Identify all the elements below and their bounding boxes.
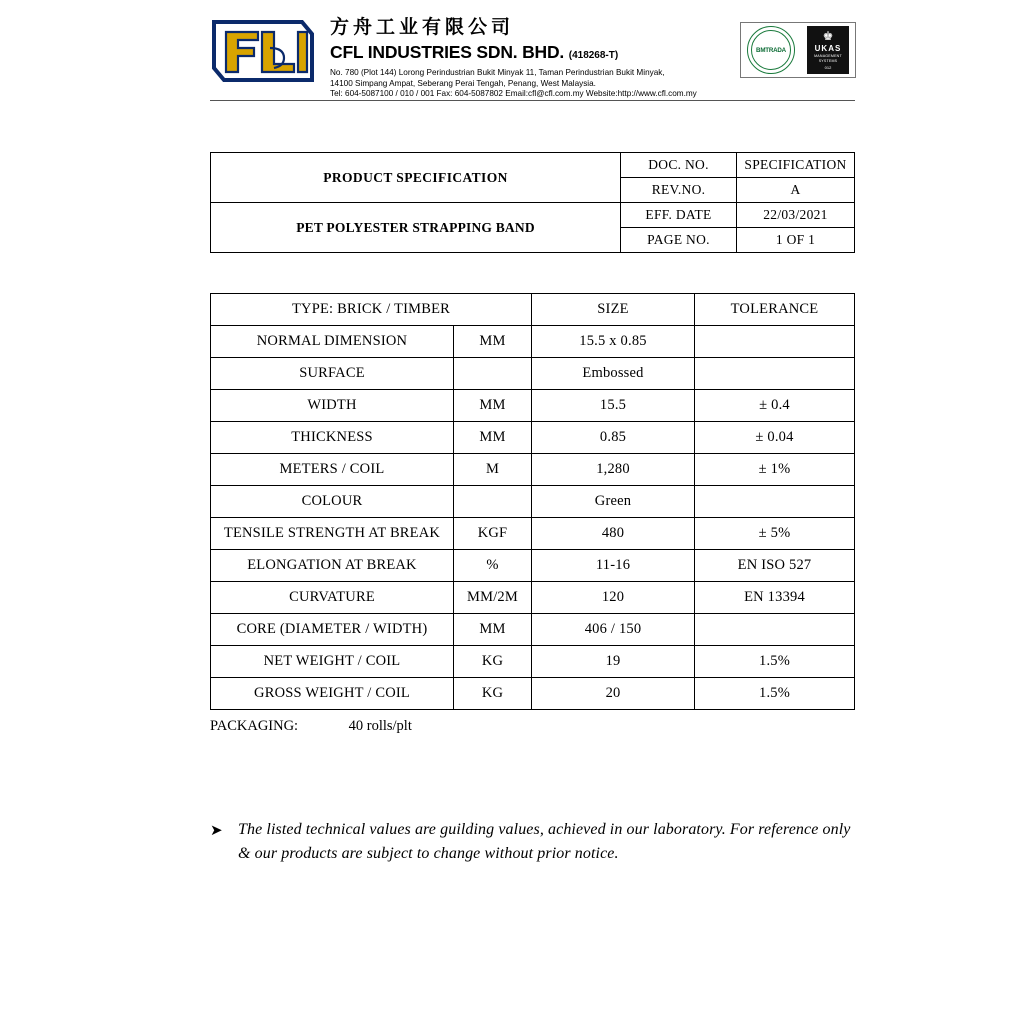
row-size: 15.5 <box>532 390 695 422</box>
row-tolerance <box>695 614 855 646</box>
specification-table <box>210 293 855 710</box>
row-property: CORE (DIAMETER / WIDTH) <box>211 614 454 646</box>
row-unit: MM <box>454 326 532 358</box>
packaging-info <box>210 718 854 735</box>
table-row <box>211 422 855 454</box>
page-subtitle: PET POLYESTER STRAPPING BAND <box>211 203 621 253</box>
row-size: 120 <box>532 582 695 614</box>
row-unit: MM/2M <box>454 582 532 614</box>
column-header-type: TYPE: BRICK / TIMBER <box>211 294 532 326</box>
row-size: 20 <box>532 678 695 710</box>
row-unit: KG <box>454 646 532 678</box>
row-size: 11-16 <box>532 550 695 582</box>
header-divider <box>210 100 855 101</box>
column-header-size: SIZE <box>532 294 695 326</box>
row-size: 0.85 <box>532 422 695 454</box>
row-property: SURFACE <box>211 358 454 390</box>
row-tolerance <box>695 326 855 358</box>
row-size: Embossed <box>532 358 695 390</box>
row-tolerance: ± 5% <box>695 518 855 550</box>
ukas-number: 012 <box>824 64 832 70</box>
table-row <box>211 153 855 178</box>
arrow-bullet-icon: ➤ <box>210 821 223 839</box>
page-title: PRODUCT SPECIFICATION <box>211 153 621 203</box>
table-row <box>211 358 855 390</box>
table-row <box>211 390 855 422</box>
row-unit: M <box>454 454 532 486</box>
row-property: WIDTH <box>211 390 454 422</box>
row-property: TENSILE STRENGTH AT BREAK <box>211 518 454 550</box>
bmtrada-label: BMTRADA <box>756 46 786 54</box>
row-property: METERS / COIL <box>211 454 454 486</box>
disclaimer-note <box>210 818 858 866</box>
company-logo <box>210 18 316 84</box>
row-tolerance: 1.5% <box>695 678 855 710</box>
row-tolerance <box>695 358 855 390</box>
doc-no-label: DOC. NO. <box>621 153 737 178</box>
table-header-row <box>211 294 855 326</box>
company-name-text: CFL INDUSTRIES SDN. BHD. <box>330 42 565 62</box>
row-property: NET WEIGHT / COIL <box>211 646 454 678</box>
company-name-chinese: 方舟工业有限公司 <box>330 16 515 38</box>
company-info <box>330 14 730 100</box>
row-property: GROSS WEIGHT / COIL <box>211 678 454 710</box>
row-size: Green <box>532 486 695 518</box>
table-row <box>211 326 855 358</box>
eff-date-value: 22/03/2021 <box>737 203 855 228</box>
packaging-label: PACKAGING: <box>210 718 299 734</box>
document-header <box>210 14 855 98</box>
row-tolerance: ± 0.04 <box>695 422 855 454</box>
row-unit <box>454 486 532 518</box>
row-size: 480 <box>532 518 695 550</box>
ukas-subtitle: MANAGEMENT SYSTEMS <box>814 54 842 63</box>
row-size: 19 <box>532 646 695 678</box>
table-row <box>211 550 855 582</box>
row-tolerance <box>695 486 855 518</box>
certification-marks <box>740 22 856 78</box>
table-row <box>211 582 855 614</box>
rev-no-value: A <box>737 178 855 203</box>
row-unit: KG <box>454 678 532 710</box>
page-no-label: PAGE NO. <box>621 228 737 253</box>
row-tolerance: 1.5% <box>695 646 855 678</box>
address-line-3: Tel: 604-5087100 / 010 / 001 Fax: 604-5087802 Email:cfl@cfl.com.my Website:http://www.cfl.com.my <box>330 89 697 98</box>
bmtrada-certification-icon <box>747 26 795 74</box>
row-tolerance: EN ISO 527 <box>695 550 855 582</box>
row-property: NORMAL DIMENSION <box>211 326 454 358</box>
row-unit: MM <box>454 614 532 646</box>
page-no-value: 1 OF 1 <box>737 228 855 253</box>
row-unit: KGF <box>454 518 532 550</box>
address-line-1: No. 780 (Plot 144) Lorong Perindustrian Bukit Minyak 11, Taman Perindustrian Bukit Minyak, <box>330 68 665 77</box>
table-row <box>211 614 855 646</box>
row-unit: MM <box>454 422 532 454</box>
row-property: ELONGATION AT BREAK <box>211 550 454 582</box>
registration-number: (418268-T) <box>568 50 619 61</box>
row-size: 1,280 <box>532 454 695 486</box>
table-row <box>211 454 855 486</box>
company-address <box>330 68 730 100</box>
address-line-2: 14100 Simpang Ampat, Seberang Perai Tengah, Penang, West Malaysia. <box>330 78 596 88</box>
table-row <box>211 486 855 518</box>
rev-no-label: REV.NO. <box>621 178 737 203</box>
packaging-value: 40 rolls/plt <box>348 718 412 734</box>
crown-icon: ♚ <box>822 29 834 44</box>
row-tolerance: ± 1% <box>695 454 855 486</box>
row-tolerance: EN 13394 <box>695 582 855 614</box>
row-unit: MM <box>454 390 532 422</box>
title-block-table <box>210 152 855 253</box>
row-size: 406 / 150 <box>532 614 695 646</box>
table-row <box>211 646 855 678</box>
row-property: COLOUR <box>211 486 454 518</box>
ukas-label: UKAS <box>814 44 842 54</box>
row-unit: % <box>454 550 532 582</box>
ukas-certification-icon <box>807 26 849 74</box>
row-property: CURVATURE <box>211 582 454 614</box>
row-unit <box>454 358 532 390</box>
disclaimer-text: The listed technical values are guilding values, achieved in our laboratory. For reference only & our products are subject to change without prior notice. <box>238 821 851 862</box>
eff-date-label: EFF. DATE <box>621 203 737 228</box>
doc-no-value: SPECIFICATION <box>737 153 855 178</box>
row-size: 15.5 x 0.85 <box>532 326 695 358</box>
table-row <box>211 678 855 710</box>
column-header-tolerance: TOLERANCE <box>695 294 855 326</box>
row-property: THICKNESS <box>211 422 454 454</box>
row-tolerance: ± 0.4 <box>695 390 855 422</box>
table-row <box>211 518 855 550</box>
table-row <box>211 203 855 228</box>
company-name-english <box>330 42 730 66</box>
